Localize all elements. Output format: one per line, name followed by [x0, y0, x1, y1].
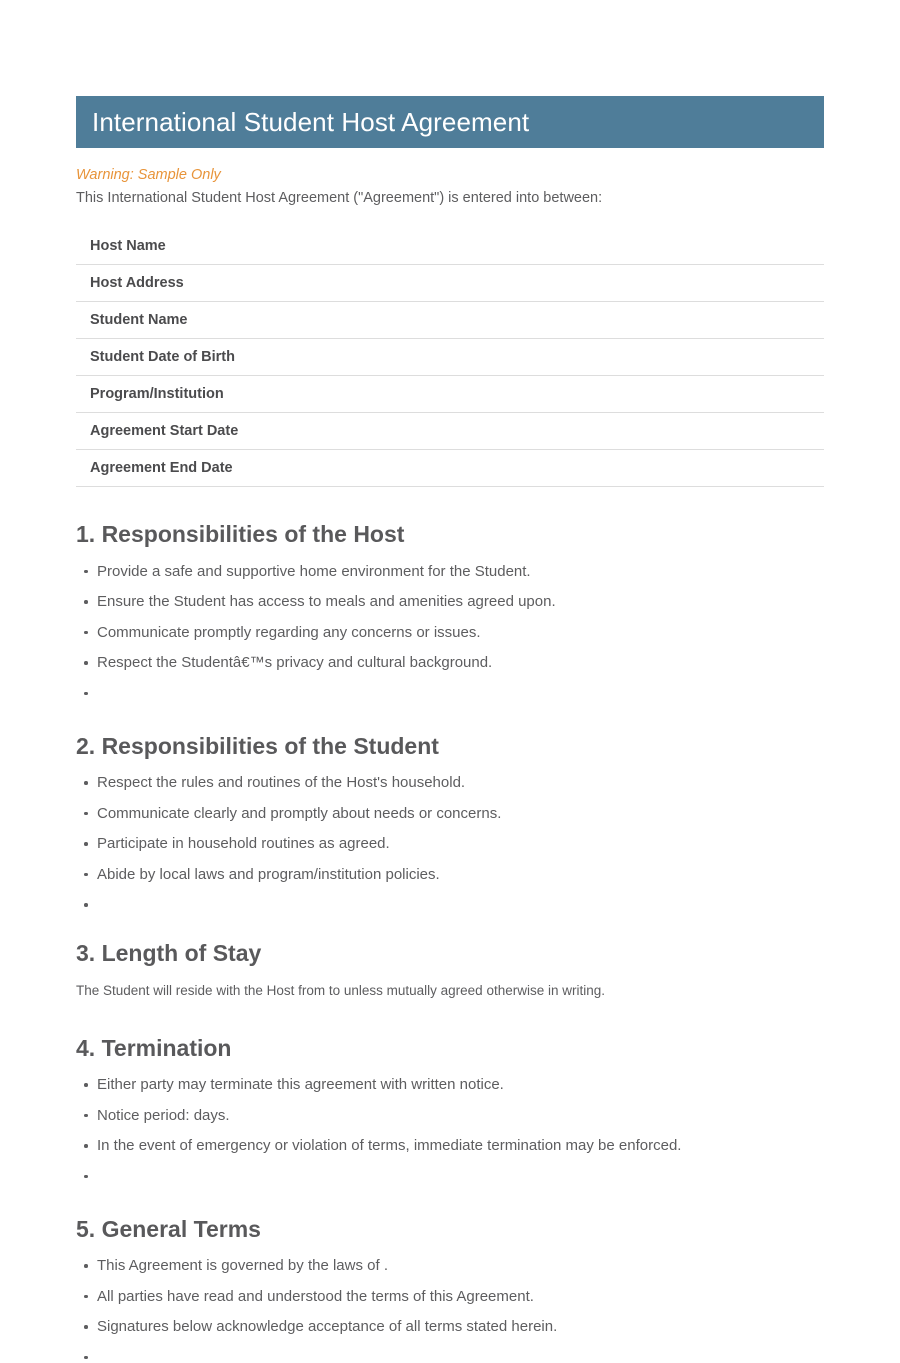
list-item: Either party may terminate this agreement with written notice. [76, 1075, 824, 1095]
field-label: Student Date of Birth [90, 349, 235, 366]
list-item: Provide a safe and supportive home environment for the Student. [76, 562, 824, 582]
list-item: Respect the Studentâ€™s privacy and cultural background. [76, 653, 824, 673]
sample-warning-note: Warning: Sample Only [76, 167, 221, 183]
list-item: Signatures below acknowledge acceptance of all terms stated herein. [76, 1317, 824, 1337]
table-row [76, 450, 824, 487]
section-heading: 1. Responsibilities of the Host [76, 521, 405, 548]
section-bullet-list [76, 1075, 824, 1182]
list-item: Communicate clearly and promptly about needs or concerns. [76, 804, 824, 824]
field-value[interactable] [404, 450, 824, 487]
list-item: In the event of emergency or violation of terms, immediate termination may be enforced. [76, 1136, 824, 1156]
document-section [76, 733, 824, 910]
intro-block [76, 166, 824, 208]
table-row [76, 339, 824, 376]
field-value[interactable] [404, 228, 824, 265]
section-bullet-list [76, 562, 824, 699]
sections-container [76, 521, 824, 1362]
page-title: International Student Host Agreement [92, 107, 530, 137]
field-label: Agreement Start Date [90, 423, 239, 440]
agreement-fields-body [76, 228, 824, 487]
table-row [76, 413, 824, 450]
list-item: Participate in household routines as agreed. [76, 834, 824, 854]
section-bullet-list [76, 1256, 824, 1363]
list-item: All parties have read and understood the terms of this Agreement. [76, 1287, 824, 1307]
field-value[interactable] [404, 265, 824, 302]
table-row [76, 228, 824, 265]
section-heading: 3. Length of Stay [76, 940, 262, 966]
table-row [76, 265, 824, 302]
list-item: Abide by local laws and program/institution policies. [76, 865, 824, 885]
document-section [76, 521, 824, 698]
list-item [76, 895, 824, 910]
document-title-banner [76, 96, 824, 148]
list-item: Communicate promptly regarding any concerns or issues. [76, 623, 824, 643]
table-row [76, 376, 824, 413]
document-section [76, 1216, 824, 1363]
field-value[interactable] [404, 302, 824, 339]
section-bullet-list [76, 773, 824, 910]
list-item [76, 1167, 824, 1182]
field-label: Host Name [90, 238, 166, 255]
list-item [76, 684, 824, 699]
field-label: Program/Institution [90, 386, 224, 403]
section-heading: 2. Responsibilities of the Student [76, 732, 439, 759]
list-item: Respect the rules and routines of the Host's household. [76, 773, 824, 793]
field-label: Student Name [90, 312, 188, 329]
field-label: Agreement End Date [90, 460, 233, 477]
table-row [76, 302, 824, 339]
list-item: This Agreement is governed by the laws of . [76, 1256, 824, 1276]
intro-paragraph: This International Student Host Agreement ("Agreement") is entered into between: [76, 189, 603, 206]
field-label: Host Address [90, 275, 184, 292]
list-item: Ensure the Student has access to meals and amenities agreed upon. [76, 592, 824, 612]
field-value[interactable] [404, 339, 824, 376]
document-section [76, 940, 824, 1001]
field-value[interactable] [404, 413, 824, 450]
section-heading: 5. General Terms [76, 1215, 261, 1242]
agreement-fields-table [76, 228, 824, 487]
field-value[interactable] [404, 376, 824, 413]
list-item: Notice period: days. [76, 1106, 824, 1126]
document-section [76, 1035, 824, 1182]
list-item [76, 1348, 824, 1363]
section-paragraph: The Student will reside with the Host from to unless mutually agreed otherwise in writing. [76, 983, 605, 999]
section-heading: 4. Termination [76, 1034, 232, 1061]
